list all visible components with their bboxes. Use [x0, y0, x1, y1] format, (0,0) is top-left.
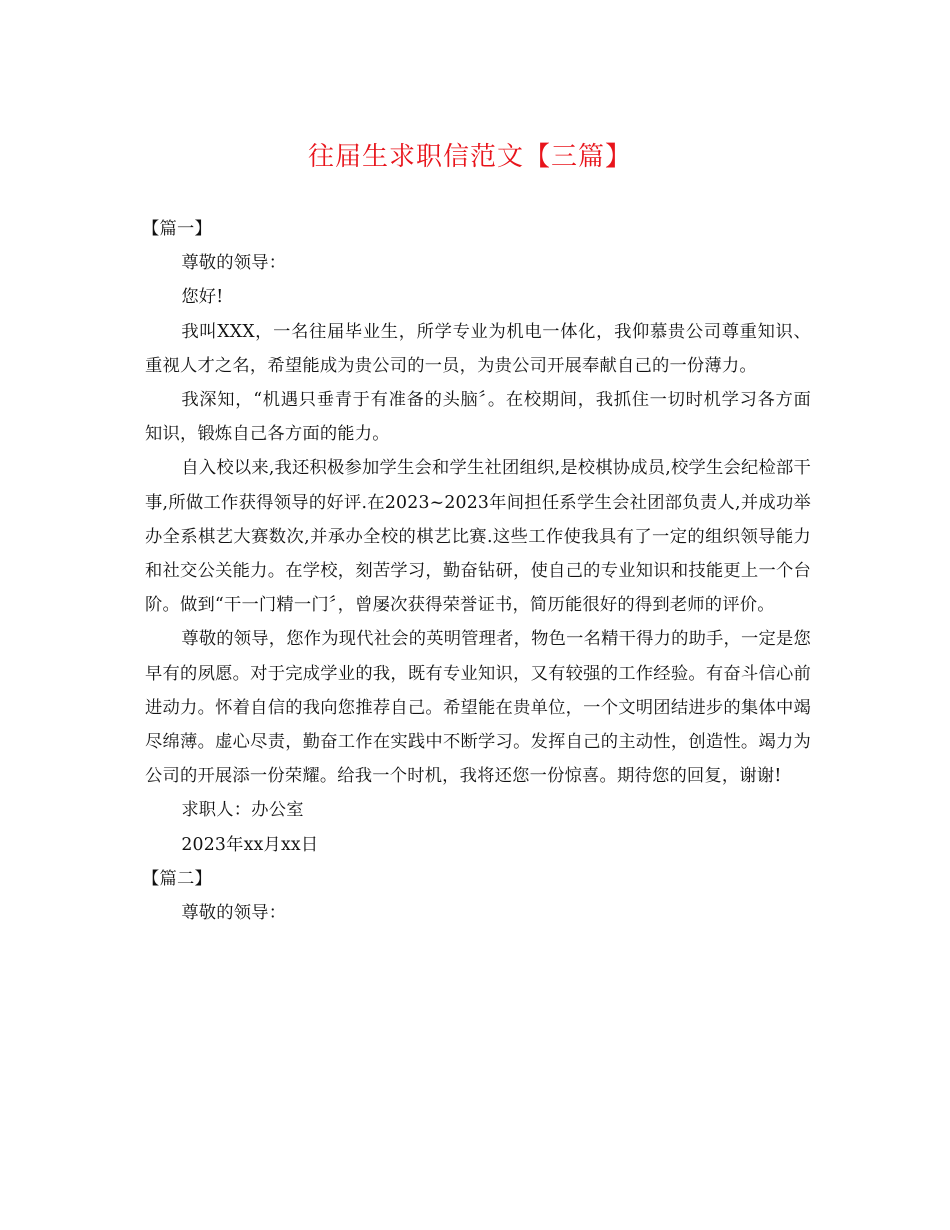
paragraph-2: 我深知，“机遇只垂青于有准备的头脑〞。在校期间，我抓住一切时机学习各方面知识，锻炼自己各方面的能力。: [145, 390, 811, 445]
section-heading-2: 【篇二】: [142, 868, 212, 889]
date: 2023年xx月xx日: [181, 834, 319, 855]
salutation-1: 尊敬的领导：: [181, 253, 287, 274]
document-title: 往届生求职信范文【三篇】: [307, 142, 632, 172]
signature: 求职人：办公室: [181, 800, 304, 821]
section-heading-1: 【篇一】: [142, 219, 212, 239]
salutation-2: 尊敬的领导：: [181, 903, 287, 924]
greeting-1: 您好!: [181, 287, 224, 308]
paragraph-3: 自入校以来,我还积极参加学生会和学生社团组织,是校棋协成员,校学生会纪检部干事,所做工作获得领导的好评.在2023~2023年间担任系学生会社团部负责人,并成功举办全系棋艺大赛数次,并承办全校的棋艺比赛.这些工作使我具有了一定的组织领导能力和社交公关能力。在学校，刻苦学习，勤奋钻研，使自己的专业知识和技能更上一个台阶。做到“干一门精一门〞，曾屡次获得荣誉证书，简历能很好的得到老师的评价。: [145, 458, 811, 616]
document-body: [142, 212, 811, 930]
paragraph-4: 尊敬的领导，您作为现代社会的英明管理者，物色一名精干得力的助手，一定是您早有的夙愿。对于完成学业的我，既有专业知识，又有较强的工作经验。有奋斗信心前进动力。怀着自信的我向您推荐自己。希望能在贵单位，一个文明团结进步的集体中竭尽绵薄。虚心尽责，勤奋工作在实践中不断学习。发挥自己的主动性，创造性。竭力为公司的开展添一份荣耀。给我一个时机，我将还您一份惊喜。期待您的回复，谢谢!: [145, 629, 811, 787]
paragraph-1: 我叫XXX，一名往届毕业生，所学专业为机电一体化，我仰慕贵公司尊重知识、重视人才之名，希望能成为贵公司的一员，为贵公司开展奉献自己的一份薄力。: [145, 321, 811, 376]
